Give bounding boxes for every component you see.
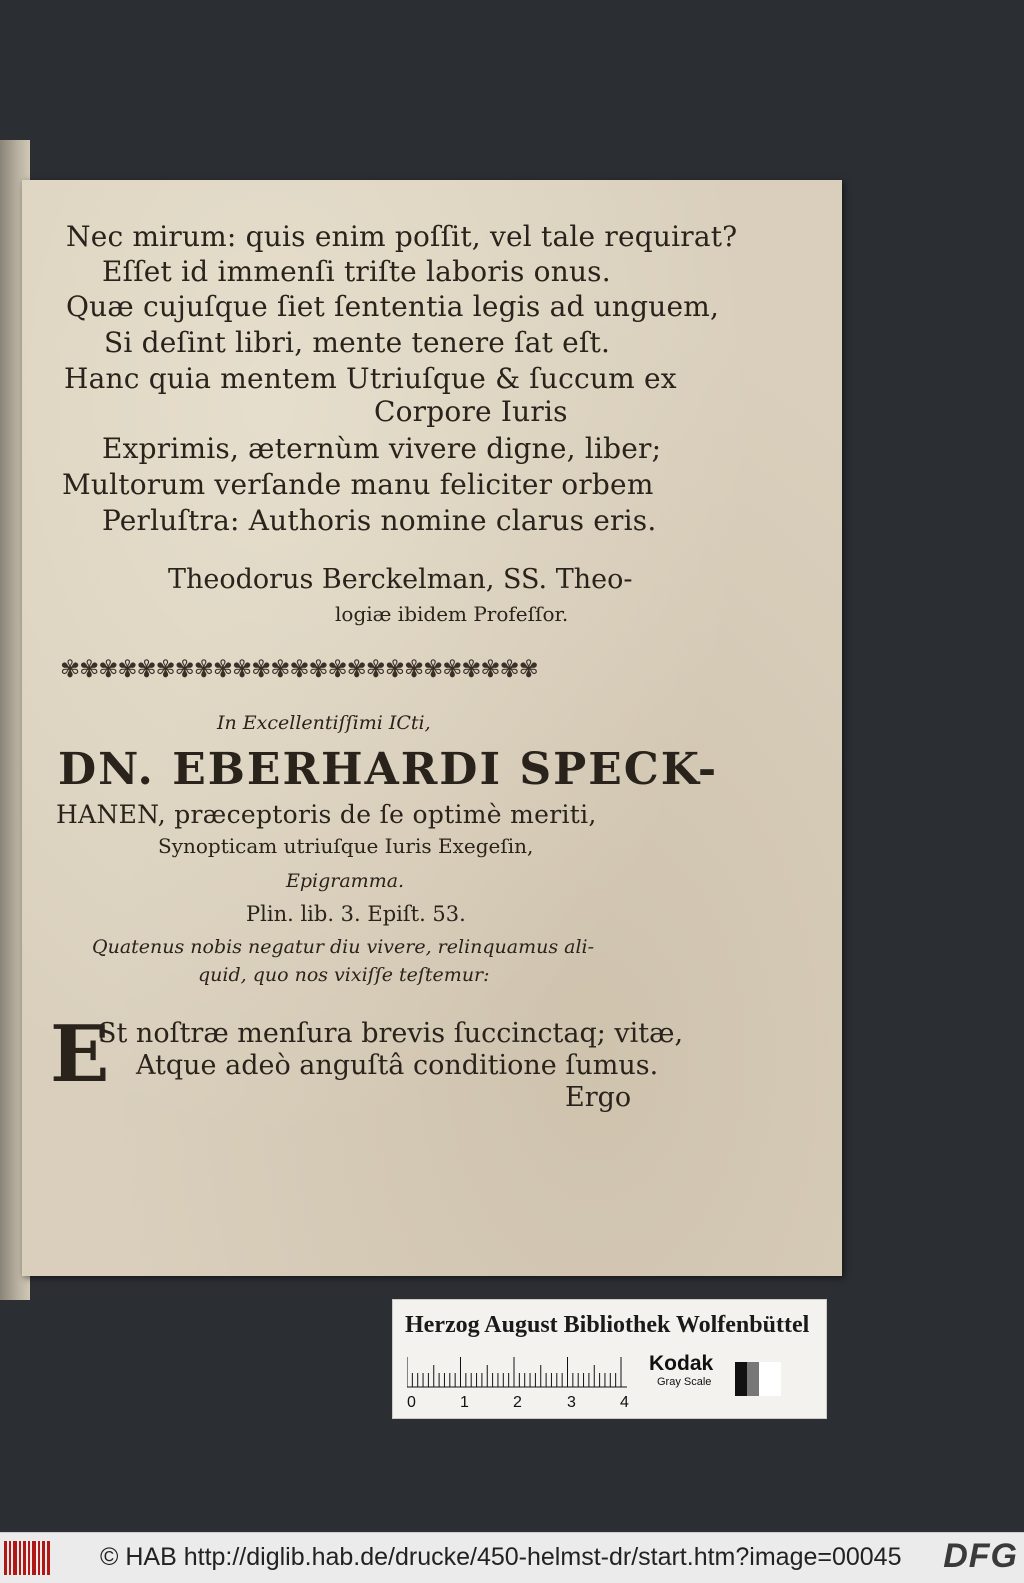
verse-line: St noſtræ menſura brevis ſuccinctaq; vitæ,	[98, 1018, 684, 1049]
swatch-gray	[747, 1362, 759, 1396]
library-color-card	[392, 1299, 827, 1419]
scanned-book-page	[22, 180, 842, 1276]
ruler-number: 0	[407, 1394, 416, 1411]
swatch-white	[759, 1362, 781, 1396]
dedication-title: DN. EBERHARDI SPECK-	[58, 744, 719, 795]
ruler-numbers	[407, 1394, 637, 1414]
poem-line: Si deſint libri, mente tenere ſat eſt.	[104, 326, 611, 359]
poem-line: Multorum verſande manu feliciter orbem	[62, 468, 654, 501]
gray-scale-label: Gray Scale	[657, 1376, 712, 1388]
poem-line: Exprimis, æternùm vivere digne, liber;	[102, 432, 662, 465]
poem-line: Perluſtra: Authoris nomine clarus eris.	[102, 504, 657, 537]
ruler-number: 3	[567, 1394, 576, 1411]
viewer-footer	[0, 1532, 1024, 1583]
motto-line: quid, quo nos vixiſſe teſtemur:	[198, 964, 490, 986]
kodak-logo: Kodak	[649, 1352, 714, 1375]
epigramma-heading: Epigramma.	[286, 870, 405, 892]
verse-line: Atque adeò anguſtâ conditione ſumus.	[136, 1050, 659, 1081]
signature-title: logiæ ibidem Profeſſor.	[335, 602, 569, 626]
drop-cap: E	[50, 1009, 110, 1100]
dfg-logo: DFG	[943, 1537, 1018, 1575]
motto-line: Quatenus nobis negatur diu vivere, relinquamus ali-	[92, 936, 595, 958]
poem-line: Nec mirum: quis enim poſſit, vel tale requirat?	[66, 220, 738, 253]
signature-name: Theodorus Berckelman, SS. Theo-	[168, 564, 633, 595]
citation-reference: Plin. lib. 3. Epiſt. 53.	[246, 902, 466, 926]
dedication-subtitle: HANEN, præceptoris de ſe optimè meriti,	[56, 800, 597, 829]
catchword: Ergo	[565, 1082, 632, 1113]
poem-line: Quæ cujuſque ſiet ſententia legis ad unguem,	[66, 290, 720, 323]
source-url[interactable]: © HAB http://diglib.hab.de/drucke/450-helmst-dr/start.htm?image=00045	[100, 1543, 902, 1571]
centimeter-ruler	[407, 1354, 629, 1388]
ornamental-border: ✾✾✾✾✾✾✾✾✾✾✾✾✾✾✾✾✾✾✾✾✾✾✾✾✾	[60, 655, 538, 683]
swatch-black	[735, 1362, 747, 1396]
gray-swatches	[735, 1362, 781, 1396]
ruler-number: 4	[620, 1394, 629, 1411]
library-name: Herzog August Bibliothek Wolfenbüttel	[405, 1312, 810, 1338]
ruler-number: 2	[513, 1394, 522, 1411]
work-title-line: Synopticam utriuſque Iuris Exegeſin,	[158, 834, 534, 858]
poem-line: Hanc quia mentem Utriuſque & ſuccum ex	[64, 362, 677, 395]
poem-line: Eſſet id immenſi triſte laboris onus.	[102, 255, 611, 288]
dedication-line: In Excellentiſſimi ICti,	[217, 712, 431, 734]
poem-line: Corpore Iuris	[374, 395, 568, 428]
barcode-icon	[4, 1541, 50, 1575]
ruler-number: 1	[460, 1394, 469, 1411]
